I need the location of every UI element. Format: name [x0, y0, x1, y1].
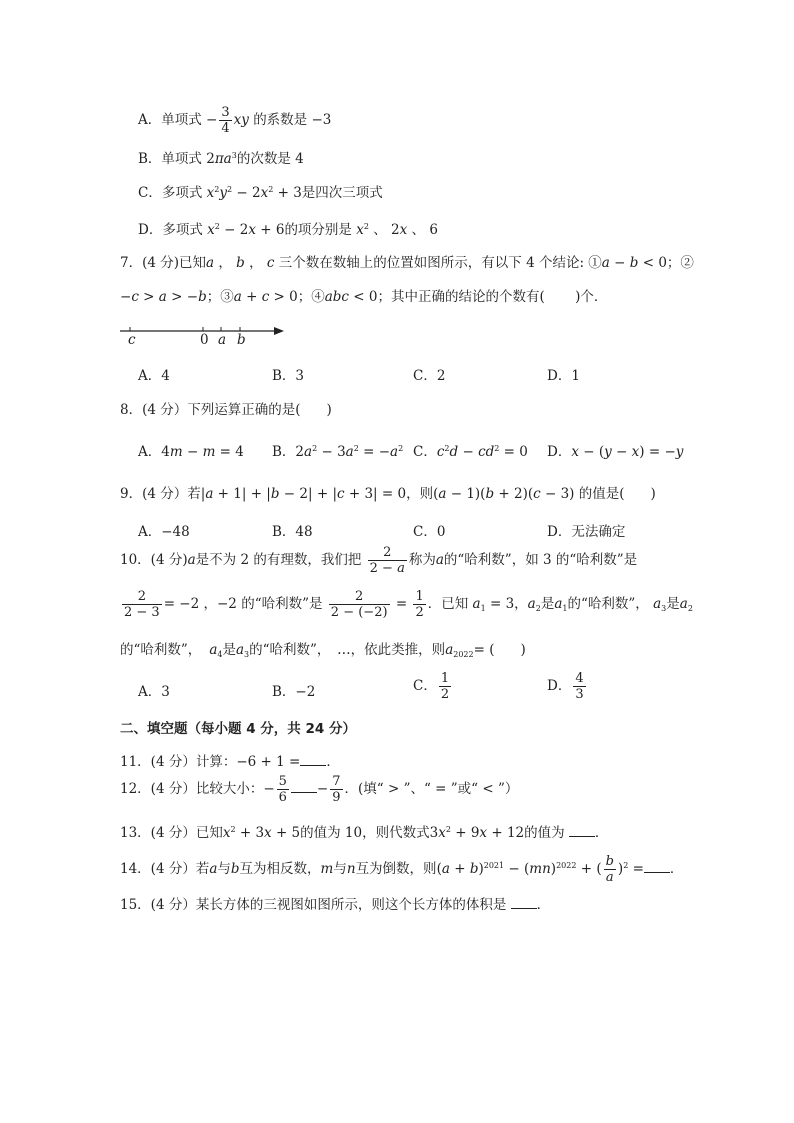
question-text: ；②: [666, 255, 694, 271]
question-text: 与: [217, 861, 231, 877]
question-text: 8．(4 分）下列运算正确的是(: [120, 402, 301, 418]
question-text: ，: [514, 596, 528, 612]
q7-stem-line2: −c > a > −b；③a + c > 0；④abc < 0；其中正确的结论的个数有( )个．: [120, 289, 608, 305]
numberline-label-b: b: [237, 332, 246, 348]
fraction: $\frac{4}{3}$: [575, 671, 584, 702]
q7-option-d: D．1: [547, 368, 580, 384]
question-text: ．: [669, 861, 684, 877]
option-label: C．: [413, 444, 437, 460]
fraction: $\frac{2}{2 - 3}$: [124, 589, 160, 620]
q6-option-a: A．单项式 − $\frac{3}{4}$ xy 的系数是 −3: [138, 105, 332, 136]
answer-blank[interactable]: [511, 896, 537, 909]
option-label: A．单项式: [138, 112, 202, 128]
q6-option-c: C．多项式 $x^2y^2 - 2x^2 + 3$是四次三项式: [138, 185, 383, 201]
numberline-label-c: c: [128, 332, 136, 348]
question-text: ，则: [406, 486, 434, 502]
fraction-numerator: 3: [221, 105, 230, 120]
question-text: 13．(4 分）已知: [120, 825, 223, 841]
answer-blank[interactable]: [644, 860, 670, 873]
q9-stem: 9．(4 分）若|a + 1| + |b − 2| + |c + 3| = 0，则(a − 1)(b + 2)(c − 3) 的值是( ): [120, 486, 656, 502]
question-text: 14．(4 分）若: [120, 861, 210, 877]
option-label: C．: [413, 678, 437, 694]
answer-blank[interactable]: [291, 780, 317, 793]
q9-option-a: A．−48: [138, 524, 190, 540]
fraction: $\frac{1}{2}$: [440, 671, 450, 702]
option-label: A．: [138, 444, 162, 460]
question-text: 是不为 2 的有理数，我们把: [195, 552, 362, 568]
section-heading: 二、填空题（每小题 4 分，共 24 分）: [120, 721, 356, 737]
q10-option-b: B．−2: [272, 684, 316, 700]
fraction: $\frac{2}{2 - (-2)}$: [330, 589, 388, 620]
question-text: 是: [222, 642, 236, 658]
option-label: B．单项式: [138, 151, 202, 167]
fraction: $\frac{2}{2 - a}$: [369, 545, 405, 576]
q15: [120, 893, 550, 913]
fraction-denominator: 4: [221, 121, 230, 136]
fraction: $\frac{5}{6}$: [278, 774, 287, 805]
question-text: 的值是(: [578, 486, 625, 502]
fraction: $\frac{7}{9}$: [332, 774, 341, 805]
option-label: D．多项式: [138, 222, 203, 238]
q6-option-b: B．单项式 $2\pi a^3$的次数是 4: [138, 151, 304, 167]
q10-option-c: [413, 672, 453, 701]
fraction: [219, 106, 231, 135]
question-text: ): [520, 642, 526, 658]
question-text: 互为倒数，则: [355, 861, 437, 877]
question-text: 是: [540, 596, 555, 612]
answer-blank[interactable]: [569, 824, 595, 837]
question-text: )个．: [575, 289, 608, 305]
q8-option-b: B．$2a^2 - 3a^2 = -a^2$: [272, 444, 404, 460]
question-text: 的“哈利数”，: [567, 596, 649, 612]
question-text: ．已知: [427, 596, 469, 612]
option-label: C．多项式: [138, 185, 203, 201]
numberline-label-a: a: [218, 332, 227, 348]
q6-option-d: D．多项式 $x^2 - 2x + 6$的项分别是 $x^2$ 、 2x 、 6: [138, 222, 438, 238]
q9-option-c: C．0: [413, 524, 446, 540]
question-text: ．: [326, 754, 340, 770]
q7-option-b: B．3: [272, 368, 305, 384]
question-text: 与: [333, 861, 347, 877]
fraction: $\frac{1}{2}$: [415, 589, 424, 620]
q8-option-c: C．$c^2d - cd^2 = 0$: [413, 444, 528, 460]
number-line-arrow: [274, 327, 284, 335]
q10-stem-line1: 10．(4 分)a是不为 2 的有理数，我们把 $\frac{2}{2 - a}$ 称为a的“哈利数”，如 3 的“哈利数”是: [120, 545, 638, 576]
q10-stem-line2: $\frac{2}{2 - 3}$ = −2 ，−2 的“哈利数”是 $\frac{2}{2 - (-2)}$ = $\frac{1}{2}$ ．已知 $a_1 = 3$，$a_2$是$a_1$的“哈利数”， $a_3$是$a_2$: [124, 589, 693, 620]
question-number: 9．(4 分）若: [120, 486, 201, 502]
question-text: 12．(4 分）比较大小：: [120, 781, 264, 797]
question-text: ．: [536, 897, 551, 913]
option-label: D．: [547, 444, 572, 460]
fraction: $\frac{b}{a}$: [605, 854, 614, 885]
q10-option-d: [547, 672, 588, 701]
q7-option-a: A．4: [138, 368, 170, 384]
q8-option-a: A．4m − m = 4: [138, 444, 244, 460]
q8-option-d: D．x − (y − x) = −y: [547, 444, 684, 460]
answer-blank[interactable]: [300, 753, 326, 766]
q9-option-b: B．48: [272, 524, 313, 540]
question-number: 10．(4 分): [120, 552, 188, 568]
q7-option-c: C．2: [413, 368, 446, 384]
question-text: ): [326, 402, 332, 418]
question-text: ；③: [206, 289, 234, 305]
question-text: 是: [666, 596, 680, 612]
q10-stem-line3: 的“哈利数”， $a_4$是$a_3$的“哈利数”， …，依此类推，则$a_{2022}=$ ( ): [120, 642, 526, 659]
question-text: ；其中正确的结论的个数有(: [377, 289, 545, 305]
question-text: 的“哈利数”，: [120, 642, 202, 658]
question-text: 互为相反数，: [239, 861, 321, 877]
question-text: = (: [473, 642, 495, 658]
question-text: 的“哈利数”，如 3 的“哈利数”是: [443, 552, 638, 568]
question-text: 三个数在数轴上的位置如图所示，有以下 4 个结论: ①: [278, 255, 602, 271]
q13: 13．(4 分）已知$x^2 + 3x + 5$的值为 10，则代数式$3x^2 + 9x + 12$的值为 ．: [120, 825, 609, 841]
q8-stem: [120, 398, 332, 418]
q12: 12．(4 分）比较大小：− $\frac{5}{6}$ − $\frac{7}{9}$ ．(填“ > ”、“ = ”或“ < ”）: [120, 774, 519, 805]
question-text: 的值为: [524, 825, 565, 841]
question-text: 11．(4 分）计算：: [120, 754, 237, 770]
q7-stem-line1: 7．(4 分)已知a ， b ， c 三个数在数轴上的位置如图所示，有以下 4 个结论: ①a − b < 0；②: [120, 255, 694, 271]
question-text: 称为: [408, 552, 436, 568]
question-text: 的“哈利数”， …，依此类推，则: [249, 642, 446, 658]
q11: 11．(4 分）计算：−6 + 1 = ．: [120, 754, 340, 770]
q10-option-a: A．3: [138, 684, 170, 700]
question-text: 的值为 10，则代数式: [300, 825, 430, 841]
numberline-label-zero: 0: [200, 332, 209, 348]
option-text: 的项分别是: [284, 222, 352, 238]
option-text: 是四次三项式: [301, 185, 383, 201]
option-value: −3: [311, 112, 332, 128]
question-text: 15．(4 分）某长方体的三视图如图所示，则这个长方体的体积是: [120, 897, 507, 913]
option-text: 的系数是: [253, 112, 308, 128]
question-text: = −2 ，−2 的“哈利数”是: [163, 596, 323, 612]
q9-option-d: D．无法确定: [547, 524, 626, 540]
option-label: B．: [272, 444, 296, 460]
question-text: ；④: [297, 289, 325, 305]
option-text: 的次数是 4: [236, 151, 304, 167]
question-number: 7．(4 分)已知: [120, 255, 207, 271]
question-text: ．: [594, 825, 609, 841]
q14: 14．(4 分）若a与b互为相反数，m与n互为倒数，则$(a + b)^{2021} - (mn)^{2022}$ + ( $\frac{b}{a}$ )$^2$ = ．: [120, 854, 684, 885]
option-label: D．: [547, 678, 572, 694]
question-text: ．(填“ > ”、“ = ”或“ < ”）: [344, 781, 519, 797]
question-text: ): [650, 486, 656, 502]
